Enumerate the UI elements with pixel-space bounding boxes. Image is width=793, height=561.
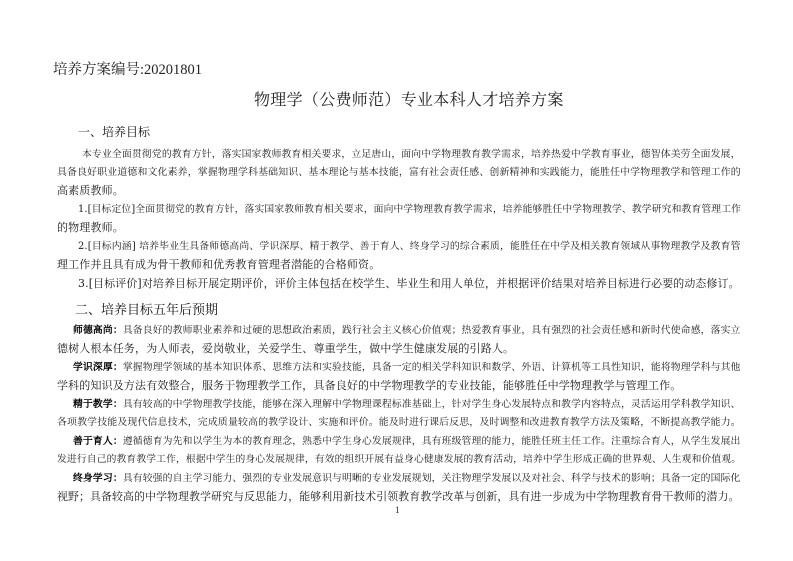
expectation-text: 遵循德育为先和以学生为本的教育理念，熟悉中学生身心发展规律，具有班级管理的能力，能胜任班主任工作。注重综合育人，从学生发展出 [122, 436, 741, 447]
intro-line-1: 本专业全面贯彻党的教育方针，落实国家教师教育相关要求，立足唐山，面向中学物理教育教学需求，培养热爱中学教育事业，德智体美劳全面发展， [82, 149, 741, 160]
goal-1-line-1: 1.[目标定位]全面贯彻党的教育方针，落实国家教师教育相关要求，面向中学物理教育教学需求，培养能够胜任中学物理教学、教学研究和教育管理工作 [78, 204, 742, 215]
plan-number: 培养方案编号:20201801 [53, 62, 203, 78]
expectation-label: 精于教学： [73, 399, 123, 410]
expectation-text: 具有较高的中学物理教学技能，能够在深入理解中学物理课程标准基础上，针对学生身心发展特点和教学内容特点，灵活运用学科教学知识、 [122, 399, 741, 410]
expectation-text: 具有较强的自主学习能力、强烈的专业发展意识与明晰的专业发展规划，关注物理学发展以及对社会、科学与技术的影响；具备一定的国际化 [122, 473, 741, 484]
expectation-label: 善于育人： [73, 436, 123, 447]
expectation-item-teaching [73, 398, 741, 412]
expectation-label: 终身学习： [73, 473, 123, 484]
intro-line-3: 高素质教师。 [57, 184, 124, 197]
expectation-label: 学识深厚： [73, 362, 123, 373]
expectation-text: 掌握物理学领域的基本知识体系、思维方法和实验技能，具备一定的相关学科知识和数学、外语、计算机等工具性知识，能将物理学科与其他 [122, 362, 741, 373]
section-heading-five-year-expectations: 二、培养目标五年后预期 [75, 303, 219, 318]
expectation-item-ethics-line-2: 德树人根本任务，为人师表，爱岗敬业，关爱学生、尊重学生，做中学生健康发展的引路人。 [57, 342, 515, 355]
goal-2-line-1: 2.[目标内涵] 培养毕业生具备师德高尚、学识深厚、精于教学、善于育人、终身学习的综合素质，能胜任在中学及相关教育领域从事物理教学及教育管 [78, 241, 741, 252]
document-title: 物理学（公费师范）专业本科人才培养方案 [254, 90, 564, 109]
expectation-item-ethics [73, 324, 741, 338]
goal-3-line-1: 3.[目标评价]对培养目标开展定期评价，评价主体包括在校学生、毕业生和用人单位，并根据评价结果对培养目标进行必要的动态修订。 [78, 277, 740, 290]
page-number: 1 [395, 505, 400, 515]
expectation-item-nurturing [73, 435, 741, 449]
expectation-item-lifelong-learning-line-2: 视野；具备较高的中学物理教学研究与反思能力，能够利用新技术引领教育教学改革与创新，具有进一步成为中学物理教育骨干教师的潜力。 [57, 490, 740, 503]
expectation-item-nurturing-line-2: 发进行自己的教育教学工作，根据中学生的身心发展规律，有效的组织开展有益身心健康发展的教育活动，培养中学生形成正确的世界观、人生观和价值观。 [57, 454, 742, 465]
goal-1-line-2: 的物理教师。 [57, 221, 124, 234]
goal-2-line-2: 理工作并且具有成为骨干教师和优秀教育管理者潜能的合格师资。 [57, 258, 381, 271]
expectation-text: 具备良好的教师职业素养和过硬的思想政治素质，践行社会主义核心价值观；热爱教育事业，具有强烈的社会责任感和新时代使命感，落实立 [122, 325, 741, 336]
section-heading-training-goals: 一、培养目标 [78, 125, 151, 139]
intro-line-2: 具备良好职业道德和文化素养，掌握物理学科基础知识、基本理论与基本技能，富有社会责任感、创新精神和实践能力，能胜任中学物理教学和管理工作的 [57, 167, 741, 178]
expectation-item-teaching-line-2: 各项教学技能及现代信息技术，完成质量较高的教学设计、实施和评价。能及时进行课后反思，及时调整和改进教育教学方法及策略，不断提高教学能力。 [57, 417, 741, 428]
expectation-label: 师德高尚： [73, 325, 123, 336]
expectation-item-knowledge-line-2: 学科的知识及方法有效整合，服务于物理教学工作，具备良好的中学物理教学的专业技能，能够胜任中学物理教学与管理工作。 [57, 379, 682, 392]
expectation-item-lifelong-learning [73, 472, 741, 486]
expectation-item-knowledge [73, 361, 741, 375]
